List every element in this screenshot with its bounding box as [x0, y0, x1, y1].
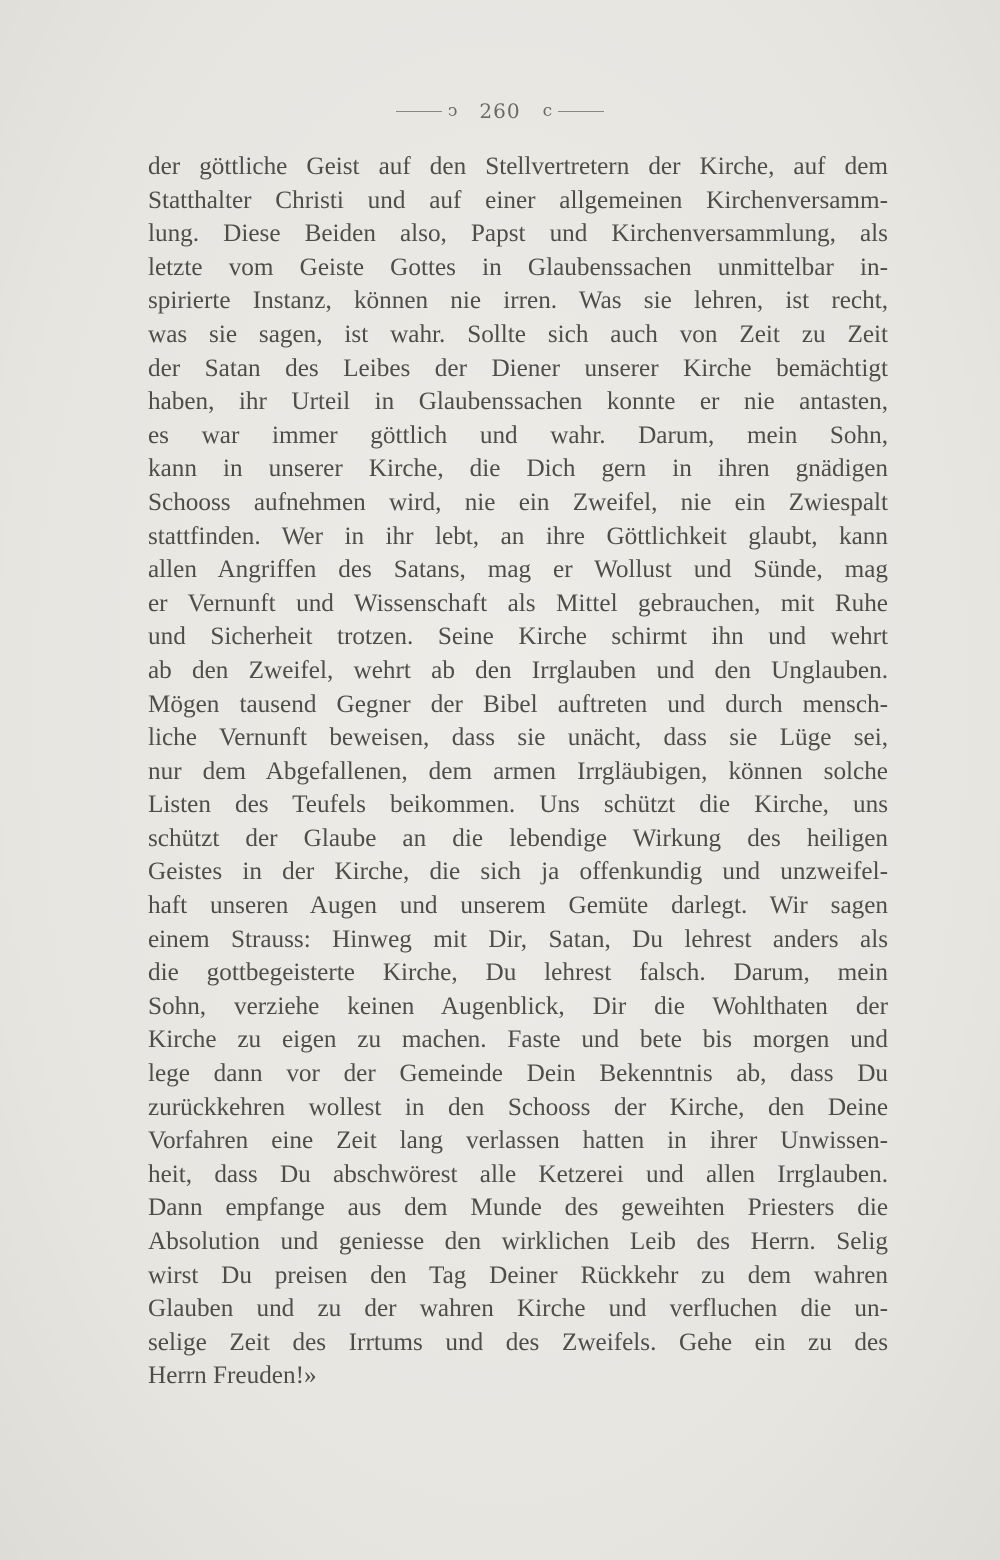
text-line: Absolution und geniesse den wirklichen Leib des Herrn. Selig — [148, 1228, 888, 1255]
text-line: zurückkehren wollest in den Schooss der Kirche, den Deine — [148, 1093, 888, 1121]
text-line: der göttliche Geist auf den Stellvertretern der Kirche, auf dem — [148, 153, 888, 180]
text-line: haben, ihr Urteil in Glaubenssachen konnte er nie antasten, — [148, 388, 888, 416]
text-line: und Sicherheit trotzen. Seine Kirche schirmt ihn und wehrt — [148, 623, 888, 651]
text-line: Herrn Freuden!» — [148, 1362, 317, 1390]
text-line: Dann empfange aus dem Munde des geweihten Priesters die — [148, 1194, 888, 1222]
text-line: Mögen tausend Gegner der Bibel auftreten und durch mensch- — [148, 690, 888, 718]
text-line: Glauben und zu der wahren Kirche und verfluchen die un- — [148, 1295, 888, 1323]
text-line: ab den Zweifel, wehrt ab den Irrglauben und den Unglauben. — [148, 656, 888, 684]
header-ornament-left: ↄ — [447, 101, 458, 121]
page-number: 260 — [479, 99, 521, 123]
text-line: Listen des Teufels beikommen. Uns schützt die Kirche, uns — [148, 791, 888, 819]
text-line: es war immer göttlich und wahr. Darum, mein Sohn, — [148, 421, 888, 449]
header-rule-right — [558, 111, 604, 112]
text-line: wirst Du preisen den Tag Deiner Rückkehr zu dem wahren — [148, 1261, 888, 1289]
text-line: der Satan des Leibes der Diener unserer Kirche bemächtigt — [148, 354, 888, 382]
header-ornament-right: c — [542, 101, 553, 121]
text-line: nur dem Abgefallenen, dem armen Irrgläubigen, können solche — [148, 757, 888, 785]
text-line: Vorfahren eine Zeit lang verlassen hatten in ihrer Unwissen- — [148, 1127, 888, 1155]
header-rule-left — [396, 111, 442, 112]
text-line: Statthalter Christi und auf einer allgemeinen Kirchenversamm- — [148, 186, 888, 214]
text-line: letzte vom Geiste Gottes in Glaubenssachen unmittelbar in- — [148, 253, 888, 281]
text-line: Geistes in der Kirche, die sich ja offenkundig und unzweifel- — [148, 858, 888, 886]
text-line: kann in unserer Kirche, die Dich gern in ihren gnädigen — [148, 455, 888, 483]
text-line: Kirche zu eigen zu machen. Faste und bete bis morgen und — [148, 1026, 888, 1054]
text-line: haft unseren Augen und unserem Gemüte darlegt. Wir sagen — [148, 892, 888, 920]
text-line: stattfinden. Wer in ihr lebt, an ihre Göttlichkeit glaubt, kann — [148, 522, 888, 550]
text-line: schützt der Glaube an die lebendige Wirkung des heiligen — [148, 824, 888, 852]
page-header — [0, 96, 1000, 126]
text-line: die gottbegeisterte Kirche, Du lehrest falsch. Darum, mein — [148, 959, 888, 987]
text-line: heit, dass Du abschwörest alle Ketzerei und allen Irrglauben. — [148, 1160, 888, 1188]
text-line: selige Zeit des Irrtums und des Zweifels. Gehe ein zu des — [148, 1328, 888, 1356]
text-line: Sohn, verziehe keinen Augenblick, Dir die Wohlthaten der — [148, 992, 888, 1020]
text-line: er Vernunft und Wissenschaft als Mittel gebrauchen, mit Ruhe — [148, 589, 888, 617]
text-line: lung. Diese Beiden also, Papst und Kirchenversammlung, als — [148, 220, 888, 248]
text-line: Schooss aufnehmen wird, nie ein Zweifel, nie ein Zwiespalt — [148, 488, 888, 516]
text-line: einem Strauss: Hinweg mit Dir, Satan, Du lehrest anders als — [148, 925, 888, 953]
text-line: allen Angriffen des Satans, mag er Wollust und Sünde, mag — [148, 556, 888, 584]
text-line: spirierte Instanz, können nie irren. Was sie lehren, ist recht, — [148, 287, 888, 315]
text-line: liche Vernunft beweisen, dass sie unächt, dass sie Lüge sei, — [148, 724, 888, 752]
text-line: was sie sagen, ist wahr. Sollte sich auch von Zeit zu Zeit — [148, 320, 888, 348]
body-text — [148, 150, 888, 1393]
text-line: lege dann vor der Gemeinde Dein Bekenntnis ab, dass Du — [148, 1060, 888, 1088]
